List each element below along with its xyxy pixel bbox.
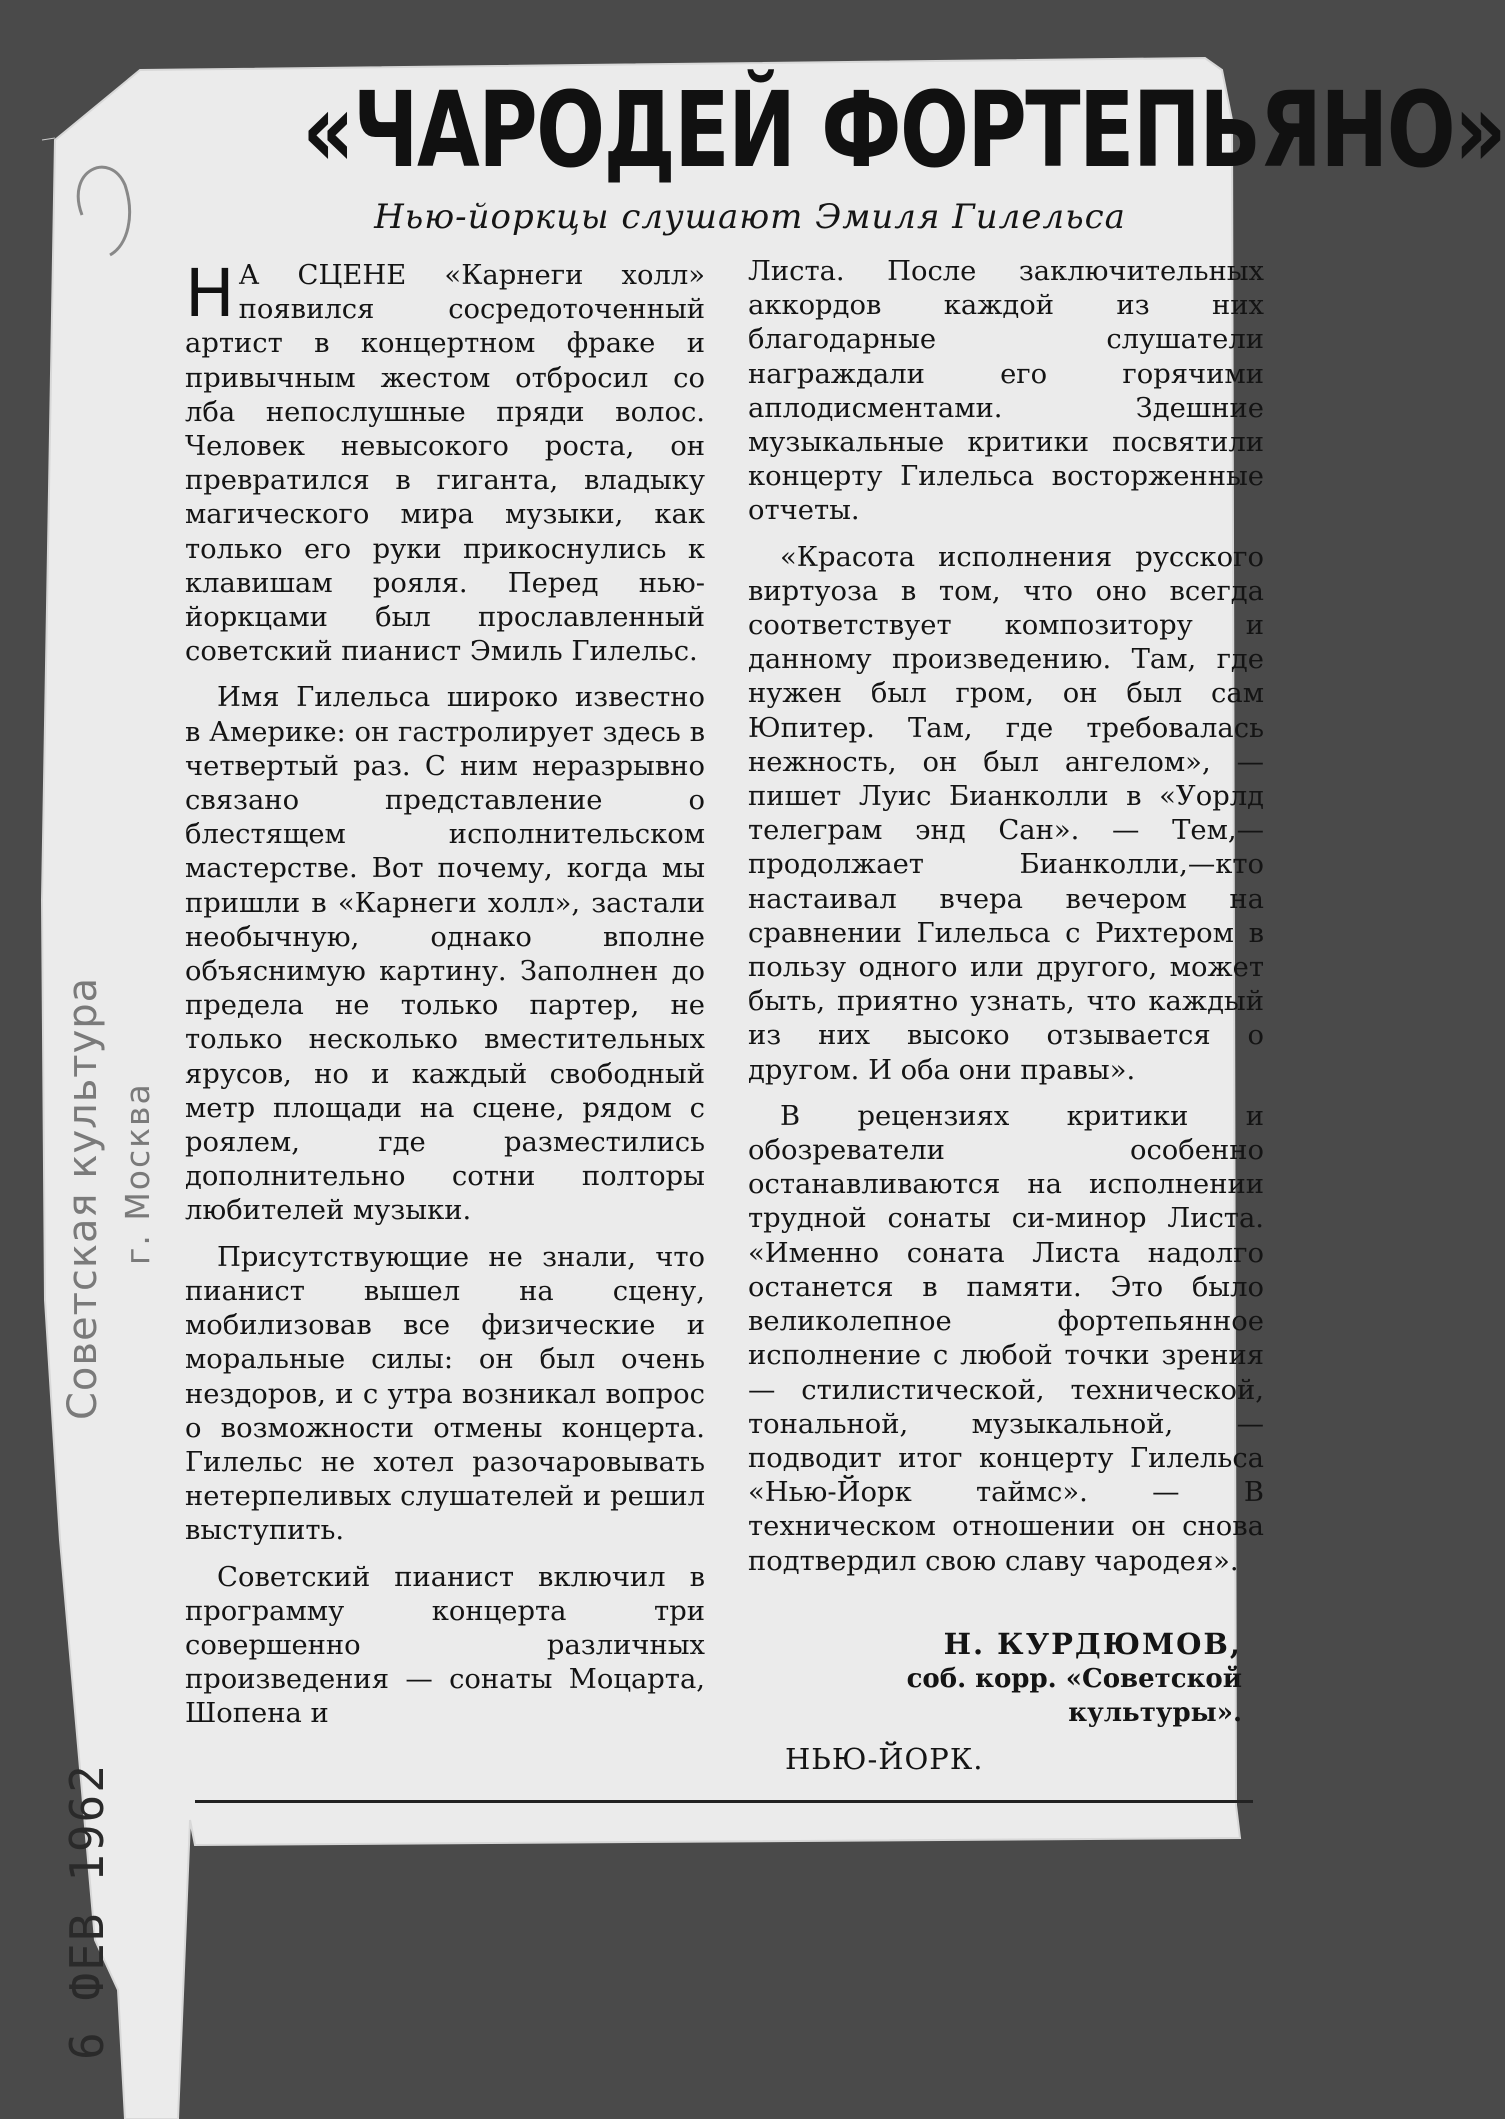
dateline: НЬЮ-ЙОРК.: [785, 1742, 984, 1776]
article-column-right: [748, 255, 1264, 1591]
article-paragraph: В рецензиях критики и обозреватели особенно останавливаются на исполнении трудной сонаты си-минор Листа. «Именно соната Листа надолго останется в памяти. Это было великолепное фортепьянное исполнение с любой точки зрения — стилистической, технической, тональной, музыкальной, — подводит итог концерту Гилельса «Нью-Йорк таймс». — В техническом отношении он снова подтвердил свою славу чародея».: [748, 1100, 1264, 1577]
author-name: Н. КУРДЮМОВ,: [943, 1627, 1242, 1661]
article-paragraph: Имя Гилельса широко известно в Америке: он гастролирует здесь в четвертый раз. С ним неразрывно связано представление о блестящем исполнительском мастерстве. Вот почему, когда мы пришли в «Карнеги холл», застали необычную, однако вполне объяснимую картину. Заполнен до предела не только партер, не только несколько вместительных ярусов, но и каждый свободный метр площади на сцене, рядом с роялем, где разместились дополнительно сотни полторы любителей музыки.: [185, 682, 705, 1227]
headline: «ЧАРОДЕЙ ФОРТЕПЬЯНО»: [302, 69, 1505, 191]
author-role-line2: культуры».: [1068, 1698, 1242, 1728]
drop-cap: Н: [185, 255, 235, 332]
author-role-line1: соб. корр. «Советской: [906, 1664, 1242, 1694]
date-stamp: 6 ФЕВ 1962: [60, 1763, 114, 2060]
article-paragraph: Листа. После заключительных аккордов каждой из них благодарные слушатели награждали его горячими аплодисментами. Здешние музыкальные критики посвятили концерту Гилельса восторженные отчеты.: [748, 256, 1264, 527]
article-paragraph: [185, 255, 705, 669]
article-paragraph: Советский пианист включил в программу концерта три совершенно различных произведения — сонаты Моцарта, Шопена и: [185, 1561, 705, 1730]
article-paragraph: «Красота исполнения русского виртуоза в том, что оно всегда соответствует композитору и данному произведению. Там, где нужен был гром, он был сам Юпитер. Там, где требовалась нежность, он был ангелом», — пишет Луис Бианколли в «Уорлд телеграм энд Сан». — Тем,—продолжает Бианколли,—кто настаивал вчера вечером на сравнении Гилельса с Рихтером в пользу одного или другого, может быть, приятно узнать, что каждый из них высоко отзывается о другом. И оба они правы».: [748, 541, 1264, 1086]
article-column-left: [185, 255, 705, 1744]
paragraph-text: А СЦЕНЕ «Карнеги холл» появился сосредоточенный артист в концертном фраке и привычным жестом отбросил со лба непослушные пряди волос. Человек невысокого роста, он превратился в гиганта, владыку магического мира музыки, как только его руки прикоснулись к клавишам рояля. Перед нью-йоркцами был прославленный советский пианист Эмиль Гилельс.: [185, 260, 705, 668]
city-stamp: г. Москва: [118, 1082, 157, 1265]
bottom-rule: [195, 1800, 1253, 1803]
newspaper-stamp: Советская культура: [60, 976, 106, 1420]
subheadline: Нью-йоркцы слушают Эмиля Гилельса: [374, 197, 1126, 237]
article-paragraph: Присутствующие не знали, что пианист вышел на сцену, мобилизовав все физические и моральные силы: он был очень нездоров, и с утра возникал вопрос о возможности отмены концерта. Гилельс не хотел разочаровывать нетерпеливых слушателей и решил выступить.: [185, 1241, 705, 1547]
